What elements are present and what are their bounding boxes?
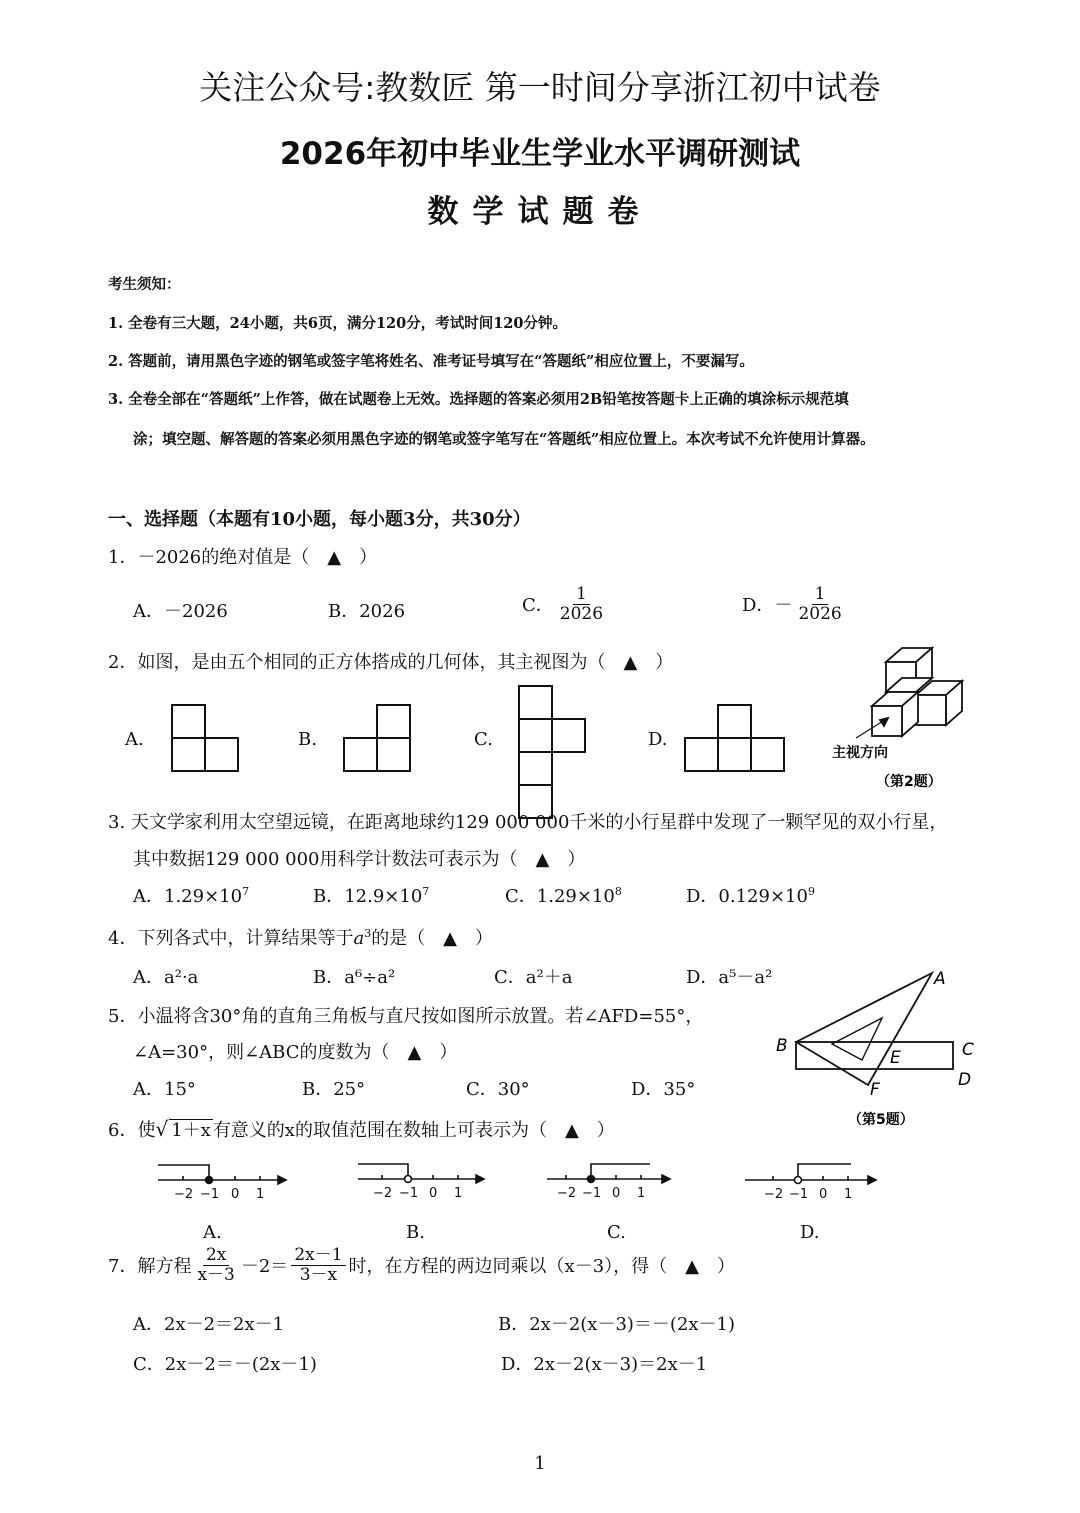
q3-option-c: C．$1.29\times 10^8$ — [505, 885, 622, 907]
q5-stem-line2: ∠A=30°，则∠ABC的度数为（ ▲ ） — [133, 1042, 458, 1063]
exam-subtitle: 数学试题卷 — [427, 194, 653, 230]
q2-option-a-label: A. — [125, 729, 144, 750]
q7-option-b: B．2x－2(x－3)＝－(2x－1) — [498, 1314, 736, 1335]
q4-option-d: D．a⁵－a² — [686, 967, 773, 988]
q1-c-label: C． — [522, 595, 554, 617]
q7-fraction-1: $\frac{2x}{x-3}$ — [197, 1245, 235, 1285]
q1-option-a: A．－2026 — [133, 601, 228, 622]
q7-option-c: C．2x－2＝－(2x－1) — [133, 1354, 317, 1375]
exam-title: 2026年初中毕业生学业水平调研测试 — [279, 136, 801, 172]
q6-a-tick-2: −1 — [200, 1187, 220, 1202]
q6-b-tick-2: −1 — [399, 1186, 419, 1201]
q4-option-a: A．a²·a — [133, 967, 199, 988]
q6-b-tick-1: −2 — [373, 1186, 393, 1201]
q2-figure-caption: （第2题） — [876, 774, 942, 790]
q3-option-a: A．$1.29\times 10^7$ — [133, 885, 250, 907]
q6-option-b-label: B. — [406, 1222, 425, 1243]
q6-d-tick-4: 1 — [844, 1187, 853, 1202]
q7-option-a: A．2x－2＝2x－1 — [133, 1314, 285, 1335]
q6-c-tick-3: 0 — [612, 1186, 621, 1201]
q4-option-c: C．a²＋a — [494, 967, 573, 988]
q5-option-c: C．30° — [466, 1079, 530, 1100]
q6-d-tick-3: 0 — [819, 1187, 828, 1202]
q6-stem: 6．使√ 1＋x 有意义的x的取值范围在数轴上可表示为（ ▲ ） — [108, 1117, 615, 1141]
q3-stem-line1: 3. 天文学家利用太空望远镜，在距离地球约129 000 000千米的小行星群中发现了一颗罕见的双小行星， — [108, 812, 948, 833]
q1-d-label: D．－ — [742, 595, 793, 617]
q1-option-b: B．2026 — [328, 601, 406, 622]
notice-item-3a: 3. 全卷全部在“答题纸”上作答，做在试题卷上无效。选择题的答案必须用2B铅笔按答题卡上正确的填涂标示规范填 — [108, 391, 849, 408]
q2-option-d-label: D. — [648, 729, 668, 750]
q6-d-tick-1: −2 — [764, 1187, 784, 1202]
q6-line-d — [745, 1164, 876, 1184]
q1-d-fraction: $\frac{1}{2026}$ — [798, 584, 842, 624]
q5-label-c: C — [962, 1040, 974, 1060]
notice-item-3b: 涂；填空题、解答题的答案必须用黑色字迹的钢笔或签字笔写在“答题纸”相应位置上。本次考试不允许使用计算器。 — [133, 431, 875, 448]
q5-label-a: A — [934, 969, 946, 989]
q6-c-tick-1: −2 — [557, 1186, 577, 1201]
q5-label-e: E — [890, 1048, 901, 1068]
q3-stem-line2: 其中数据129 000 000用科学计数法可表示为（ ▲ ） — [133, 849, 586, 870]
section-heading: 一、选择题（本题有10小题，每小题3分，共30分） — [108, 509, 531, 530]
q1-stem: 1．－2026的绝对值是（ ▲ ） — [108, 547, 378, 568]
q5-label-f: F — [870, 1080, 880, 1100]
q5-figure-caption: （第5题） — [848, 1112, 914, 1128]
q6-line-b — [358, 1164, 484, 1183]
q5-label-d: D — [958, 1070, 972, 1090]
q7-fraction-2: $\frac{2x-1}{3-x}$ — [291, 1246, 345, 1284]
notice-item-1: 1. 全卷有三大题，24小题，共6页，满分120分，考试时间120分钟。 — [108, 315, 567, 332]
q6-line-c — [547, 1164, 670, 1183]
q6-line-a — [158, 1165, 286, 1184]
banner-text: 关注公众号:教数匠 第一时间分享浙江初中试卷 — [199, 68, 881, 107]
q6-b-tick-3: 0 — [429, 1186, 438, 1201]
q3-option-d: D．$0.129\times 10^9$ — [686, 885, 815, 907]
q7-option-d: D．2x－2(x－3)＝2x－1 — [501, 1354, 708, 1375]
q5-option-d: D．35° — [631, 1079, 696, 1100]
q5-stem-line1: 5．小温将含30°角的直角三角板与直尺按如图所示放置。若∠AFD=55°， — [108, 1006, 704, 1027]
q6-a-tick-4: 1 — [256, 1187, 265, 1202]
notice-item-2: 2. 答题前，请用黑色字迹的钢笔或签字笔将姓名、准考证号填写在“答题纸”相应位置上，不要漏写。 — [108, 353, 754, 370]
notice-heading: 考生须知： — [108, 276, 181, 293]
q6-c-tick-2: −1 — [582, 1186, 602, 1201]
q3-option-b: B．$12.9\times 10^7$ — [313, 885, 430, 907]
q2-direction-label: 主视方向 — [832, 745, 888, 761]
q1-c-fraction: $\frac{1}{2026}$ — [559, 584, 604, 624]
q4-stem: 4．下列各式中，计算结果等于$a^3$的是（ ▲ ） — [108, 927, 494, 949]
q6-c-tick-4: 1 — [637, 1186, 646, 1201]
q7-stem: 7．解方程 $\frac{2x}{x-3}$ －2＝ $\frac{2x-1}{3-x}$ 时，在方程的两边同乘以（x－3），得（ ▲ ） — [108, 1245, 735, 1285]
q2-stem: 2．如图，是由五个相同的正方体搭成的几何体，其主视图为（ ▲ ） — [108, 652, 674, 673]
q6-a-tick-3: 0 — [231, 1187, 240, 1202]
q6-b-tick-4: 1 — [454, 1186, 463, 1201]
page-number: 1 — [534, 1453, 546, 1474]
q6-option-a-label: A. — [203, 1222, 222, 1243]
q2-option-b-label: B. — [298, 729, 317, 750]
q6-option-c-label: C. — [607, 1222, 626, 1243]
q6-d-tick-2: −1 — [789, 1187, 809, 1202]
q5-option-a: A．15° — [133, 1079, 196, 1100]
q6-a-tick-1: −2 — [174, 1187, 194, 1202]
q6-option-d-label: D. — [800, 1222, 820, 1243]
q5-option-b: B．25° — [302, 1079, 366, 1100]
q4-option-b: B．a⁶÷a² — [313, 967, 396, 988]
q5-label-b: B — [776, 1036, 788, 1056]
q2-option-c-label: C. — [474, 729, 493, 750]
